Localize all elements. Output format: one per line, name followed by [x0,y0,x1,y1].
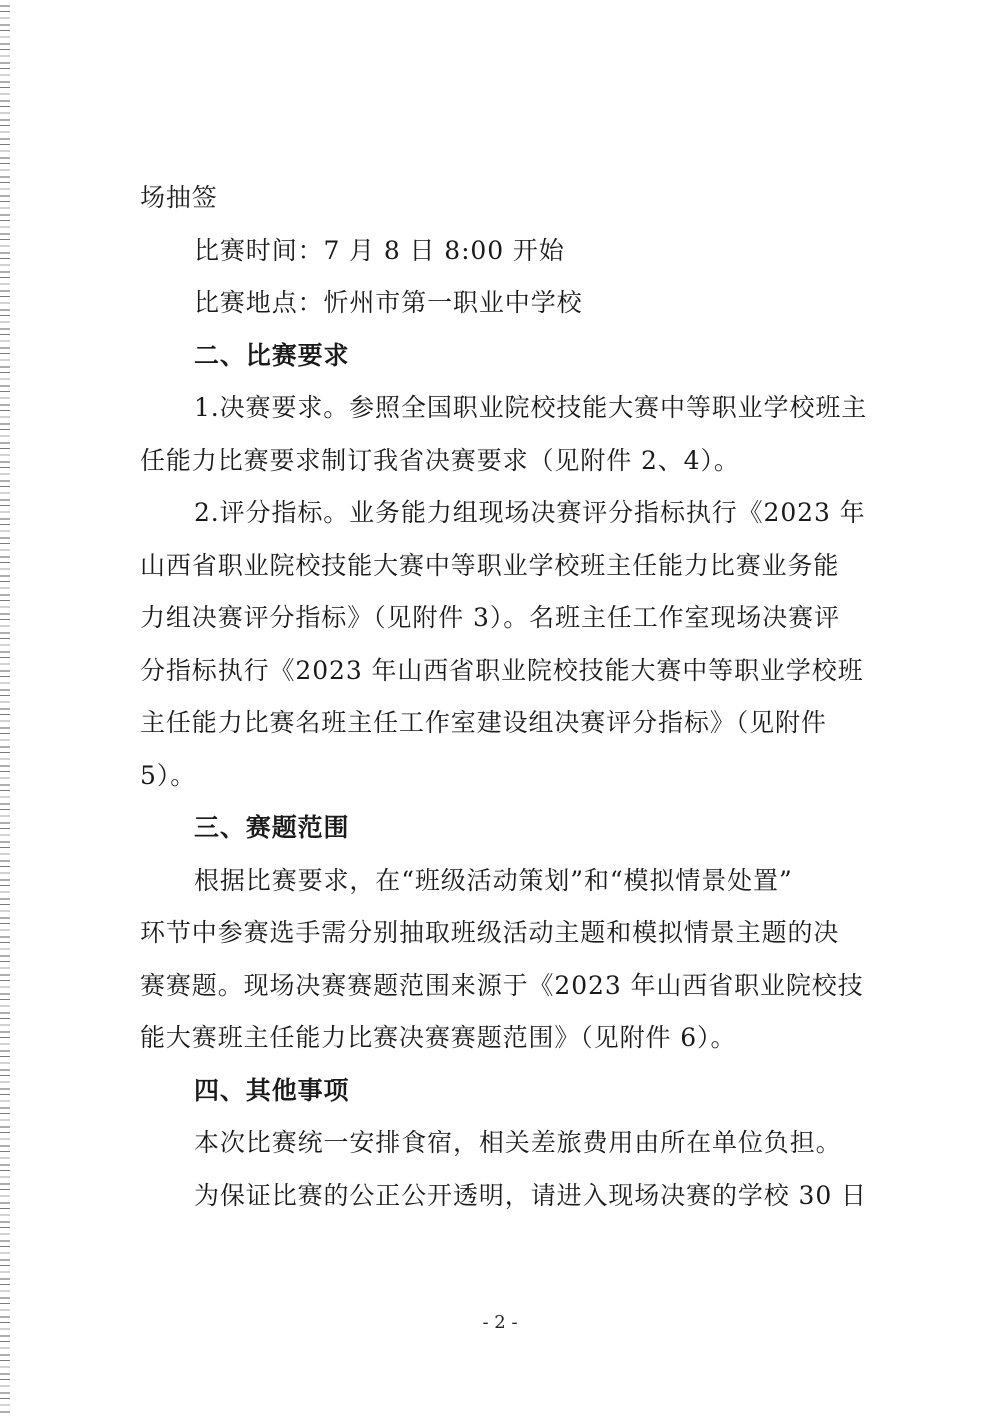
paragraph-line: 力组决赛评分指标》（见附件 3）。名班主任工作室现场决赛评 [140,603,840,632]
page-number: - 2 - [482,1312,518,1333]
competition-time: 比赛时间：7 月 8 日 8:00 开始 [194,235,565,265]
paragraph-line: 能大赛班主任能力比赛决赛赛题范围》（见附件 6）。 [140,1023,737,1052]
paragraph-line: 1.决赛要求。参照全国职业院校技能大赛中等职业学校班主 [194,393,868,422]
section-heading-other: 四、其他事项 [194,1075,350,1105]
paragraph-line: 山西省职业院校技能大赛中等职业学校班主任能力比赛业务能 [140,550,840,580]
section-heading-requirements: 二、比赛要求 [194,340,350,370]
paragraph-line: 根据比赛要求，在“班级活动策划”和“模拟情景处置” [194,865,793,895]
paragraph-line: 分指标执行《2023 年山西省职业院校技能大赛中等职业学校班 [140,655,864,685]
paragraph-line: 5）。 [140,760,197,790]
paragraph-line: 任能力比赛要求制订我省决赛要求（见附件 2、4）。 [140,445,740,475]
paragraph-line: 场抽签 [140,183,218,212]
paragraph-line: 环节中参赛选手需分别抽取班级活动主题和模拟情景主题的决 [140,918,840,947]
scan-edge-artifact [0,0,10,1416]
paragraph-line: 本次比赛统一安排食宿，相关差旅费用由所在单位负担。 [194,1128,842,1157]
paragraph-line: 赛赛题。现场决赛赛题范围来源于《2023 年山西省职业院校技 [140,970,864,1000]
section-heading-scope: 三、赛题范围 [194,813,350,842]
document-body [140,172,872,1222]
competition-location: 比赛地点：忻州市第一职业中学校 [194,288,583,317]
paragraph-line: 2.评分指标。业务能力组现场决赛评分指标执行《2023 年 [194,498,866,527]
paragraph-line: 主任能力比赛名班主任工作室建设组决赛评分指标》（见附件 [140,708,827,737]
paragraph-line: 为保证比赛的公正公开透明，请进入现场决赛的学校 30 日 [194,1180,867,1210]
